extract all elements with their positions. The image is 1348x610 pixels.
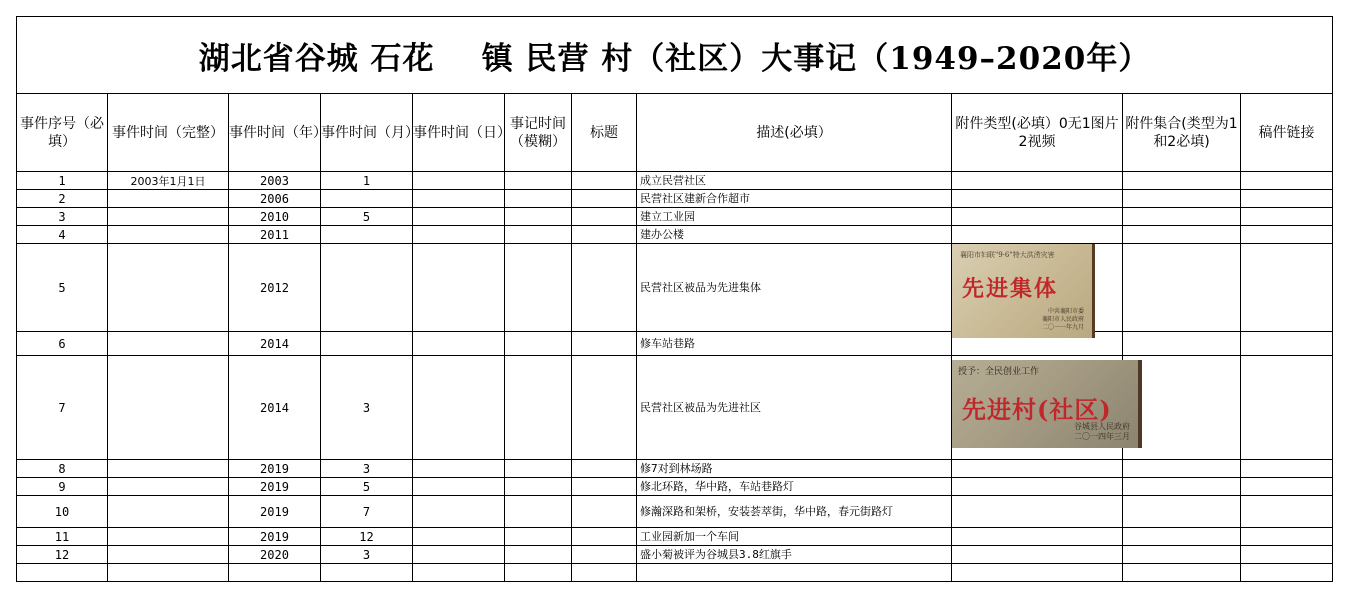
cell-description[interactable]: 修北环路，华中路，车站巷路灯 (637, 478, 952, 496)
empty-cell[interactable] (1123, 564, 1241, 582)
cell-link[interactable] (1241, 546, 1333, 564)
cell-year[interactable]: 2019 (229, 460, 321, 478)
cell-month[interactable] (321, 226, 413, 244)
cell-day[interactable] (413, 478, 505, 496)
page-title: 湖北省谷城 石花 镇 民营 村（社区）大事记（1949–2020年） (17, 17, 1333, 94)
cell-month[interactable]: 3 (321, 460, 413, 478)
plaque-title: 先进集体 (962, 276, 1059, 302)
cell-link[interactable] (1241, 190, 1333, 208)
cell-month[interactable]: 3 (321, 356, 413, 460)
cell-attachment-type[interactable] (952, 190, 1123, 208)
cell-attachment-type[interactable] (952, 496, 1123, 528)
cell-attachment-set[interactable] (1123, 172, 1241, 190)
empty-cell[interactable] (637, 564, 952, 582)
cell-link[interactable] (1241, 244, 1333, 332)
event-chronicle-table (16, 16, 1333, 582)
cell-subject[interactable] (572, 244, 637, 332)
cell-day[interactable] (413, 496, 505, 528)
cell-year[interactable]: 2006 (229, 190, 321, 208)
cell-fuzzy[interactable] (505, 190, 572, 208)
cell-day[interactable] (413, 190, 505, 208)
cell-description[interactable]: 建立工业园 (637, 208, 952, 226)
cell-description[interactable]: 建办公楼 (637, 226, 952, 244)
cell-fuzzy[interactable] (505, 244, 572, 332)
cell-subject[interactable] (572, 496, 637, 528)
cell-year[interactable]: 2014 (229, 332, 321, 356)
table-row (17, 172, 1333, 190)
cell-full-date[interactable] (108, 478, 229, 496)
cell-attachment-type[interactable] (952, 208, 1123, 226)
cell-seq[interactable]: 4 (17, 226, 108, 244)
cell-seq[interactable]: 6 (17, 332, 108, 356)
cell-fuzzy[interactable] (505, 478, 572, 496)
table-row (17, 528, 1333, 546)
table-row (17, 546, 1333, 564)
cell-subject[interactable] (572, 190, 637, 208)
cell-day[interactable] (413, 226, 505, 244)
cell-fuzzy[interactable] (505, 332, 572, 356)
cell-link[interactable] (1241, 460, 1333, 478)
cell-full-date[interactable] (108, 546, 229, 564)
cell-seq[interactable]: 1 (17, 172, 108, 190)
cell-year[interactable]: 2010 (229, 208, 321, 226)
cell-link[interactable] (1241, 172, 1333, 190)
cell-attachment-set[interactable] (1123, 332, 1241, 356)
award-plaque-image[interactable] (952, 244, 1095, 338)
empty-cell[interactable] (321, 564, 413, 582)
empty-cell[interactable] (1241, 564, 1333, 582)
empty-cell[interactable] (572, 564, 637, 582)
cell-full-date[interactable] (108, 460, 229, 478)
cell-attachment-type[interactable] (952, 528, 1123, 546)
cell-fuzzy[interactable] (505, 208, 572, 226)
header-full-date[interactable]: 事件时间（完整） (108, 94, 229, 172)
cell-attachment-set[interactable] (1123, 496, 1241, 528)
cell-subject[interactable] (572, 356, 637, 460)
header-attachment-set[interactable]: 附件集合(类型为1和2必填) (1123, 94, 1241, 172)
cell-full-date[interactable] (108, 528, 229, 546)
cell-attachment-type[interactable] (952, 172, 1123, 190)
cell-description[interactable]: 民营社区建新合作超市 (637, 190, 952, 208)
cell-month[interactable] (321, 244, 413, 332)
cell-year[interactable]: 2011 (229, 226, 321, 244)
table-row (17, 332, 1333, 356)
cell-year[interactable]: 2003 (229, 172, 321, 190)
cell-full-date[interactable] (108, 356, 229, 460)
cell-link[interactable] (1241, 478, 1333, 496)
cell-attachment-set[interactable] (1123, 190, 1241, 208)
cell-attachment-set[interactable] (1123, 528, 1241, 546)
cell-day[interactable] (413, 172, 505, 190)
header-description[interactable]: 描述(必填） (637, 94, 952, 172)
header-row (17, 94, 1333, 172)
cell-seq[interactable]: 12 (17, 546, 108, 564)
cell-seq[interactable]: 11 (17, 528, 108, 546)
cell-description[interactable]: 成立民营社区 (637, 172, 952, 190)
cell-fuzzy[interactable] (505, 546, 572, 564)
cell-day[interactable] (413, 332, 505, 356)
cell-year[interactable]: 2019 (229, 528, 321, 546)
cell-attachment-set[interactable] (1123, 226, 1241, 244)
cell-seq[interactable]: 10 (17, 496, 108, 528)
plaque-caption: 襄阳市妇联"9·6"特大洪涝灾害 (960, 251, 1055, 259)
plaque-caption: 授予：全民创业工作 (958, 367, 1040, 377)
cell-fuzzy[interactable] (505, 460, 572, 478)
empty-cell[interactable] (952, 564, 1123, 582)
cell-full-date[interactable] (108, 332, 229, 356)
header-attachment-type[interactable]: 附件类型(必填）0无1图片2视频 (952, 94, 1123, 172)
cell-fuzzy[interactable] (505, 528, 572, 546)
cell-subject[interactable] (572, 226, 637, 244)
cell-month[interactable] (321, 332, 413, 356)
plaque-issuer: 谷城县人民政府 二〇一四年三月 (1074, 422, 1130, 441)
cell-day[interactable] (413, 208, 505, 226)
cell-description[interactable]: 修7对到林场路 (637, 460, 952, 478)
cell-link[interactable] (1241, 332, 1333, 356)
cell-seq[interactable]: 5 (17, 244, 108, 332)
cell-attachment-set[interactable] (1123, 208, 1241, 226)
table-row (17, 226, 1333, 244)
cell-fuzzy[interactable] (505, 356, 572, 460)
empty-cell[interactable] (108, 564, 229, 582)
cell-attachment-set[interactable] (1123, 478, 1241, 496)
empty-cell[interactable] (505, 564, 572, 582)
cell-month[interactable]: 7 (321, 496, 413, 528)
cell-day[interactable] (413, 528, 505, 546)
cell-month[interactable]: 5 (321, 478, 413, 496)
cell-description[interactable]: 修车站巷路 (637, 332, 952, 356)
cell-description[interactable]: 民营社区被品为先进集体 (637, 244, 952, 332)
cell-subject[interactable] (572, 546, 637, 564)
cell-subject[interactable] (572, 528, 637, 546)
table-row (17, 478, 1333, 496)
cell-link[interactable] (1241, 226, 1333, 244)
cell-year[interactable]: 2012 (229, 244, 321, 332)
table-row (17, 460, 1333, 478)
cell-attachment-type[interactable] (952, 460, 1123, 478)
cell-seq[interactable]: 2 (17, 190, 108, 208)
cell-link[interactable] (1241, 496, 1333, 528)
cell-link[interactable] (1241, 528, 1333, 546)
cell-description[interactable]: 盛小菊被评为谷城县3.8红旗手 (637, 546, 952, 564)
cell-year[interactable]: 2014 (229, 356, 321, 460)
cell-month[interactable]: 5 (321, 208, 413, 226)
cell-year[interactable]: 2020 (229, 546, 321, 564)
cell-full-date[interactable] (108, 226, 229, 244)
cell-month[interactable]: 1 (321, 172, 413, 190)
cell-full-date[interactable] (108, 496, 229, 528)
cell-month[interactable] (321, 190, 413, 208)
empty-cell[interactable] (17, 564, 108, 582)
cell-description[interactable]: 修瀚深路和架桥，安装荟萃街，华中路，春元街路灯 (637, 496, 952, 528)
cell-attachment-set[interactable] (1123, 244, 1241, 332)
award-plaque-image[interactable] (952, 360, 1142, 448)
cell-attachment-type[interactable] (952, 478, 1123, 496)
cell-subject[interactable] (572, 478, 637, 496)
cell-link[interactable] (1241, 208, 1333, 226)
empty-cell[interactable] (413, 564, 505, 582)
cell-seq[interactable]: 8 (17, 460, 108, 478)
cell-attachment-type[interactable] (952, 356, 1130, 460)
header-day[interactable]: 事件时间（日） (413, 94, 505, 172)
cell-full-date[interactable]: 2003年1月1日 (108, 172, 229, 190)
cell-day[interactable] (413, 356, 505, 460)
plaque-title: 先进村(社区) (962, 395, 1112, 424)
cell-attachment-type[interactable] (952, 546, 1123, 564)
cell-day[interactable] (413, 546, 505, 564)
cell-subject[interactable] (572, 460, 637, 478)
cell-seq[interactable]: 9 (17, 478, 108, 496)
cell-day[interactable] (413, 244, 505, 332)
plaque-issuer: 中共襄阳市委 襄阳市人民政府 二〇一一年九月 (1041, 308, 1084, 331)
cell-month[interactable]: 3 (321, 546, 413, 564)
header-subject[interactable]: 标题 (572, 94, 637, 172)
cell-full-date[interactable] (108, 190, 229, 208)
header-year[interactable]: 事件时间（年） (229, 94, 321, 172)
cell-attachment-set[interactable] (1123, 546, 1241, 564)
cell-subject[interactable] (572, 332, 637, 356)
header-seq[interactable]: 事件序号（必填） (17, 94, 108, 172)
cell-fuzzy[interactable] (505, 226, 572, 244)
empty-cell[interactable] (229, 564, 321, 582)
header-fuzzy[interactable]: 事记时间（模糊） (505, 94, 572, 172)
table-row-empty (17, 564, 1333, 582)
cell-fuzzy[interactable] (505, 172, 572, 190)
cell-month[interactable]: 12 (321, 528, 413, 546)
cell-attachment-set[interactable] (1123, 460, 1241, 478)
cell-attachment-type[interactable] (952, 226, 1123, 244)
cell-subject[interactable] (572, 172, 637, 190)
header-month[interactable]: 事件时间（月） (321, 94, 413, 172)
cell-attachment-type[interactable] (952, 244, 1123, 332)
cell-fuzzy[interactable] (505, 496, 572, 528)
cell-description[interactable]: 工业园新加一个车间 (637, 528, 952, 546)
table-row (17, 244, 1333, 332)
cell-description[interactable]: 民营社区被品为先进社区 (637, 356, 952, 460)
cell-link[interactable] (1241, 356, 1333, 460)
cell-year[interactable]: 2019 (229, 496, 321, 528)
cell-year[interactable]: 2019 (229, 478, 321, 496)
cell-full-date[interactable] (108, 208, 229, 226)
table-row (17, 356, 1333, 460)
table-row (17, 190, 1333, 208)
cell-full-date[interactable] (108, 244, 229, 332)
table-row (17, 496, 1333, 528)
cell-subject[interactable] (572, 208, 637, 226)
cell-seq[interactable]: 7 (17, 356, 108, 460)
cell-day[interactable] (413, 460, 505, 478)
cell-seq[interactable]: 3 (17, 208, 108, 226)
header-link[interactable]: 稿件链接 (1241, 94, 1333, 172)
table-row (17, 208, 1333, 226)
